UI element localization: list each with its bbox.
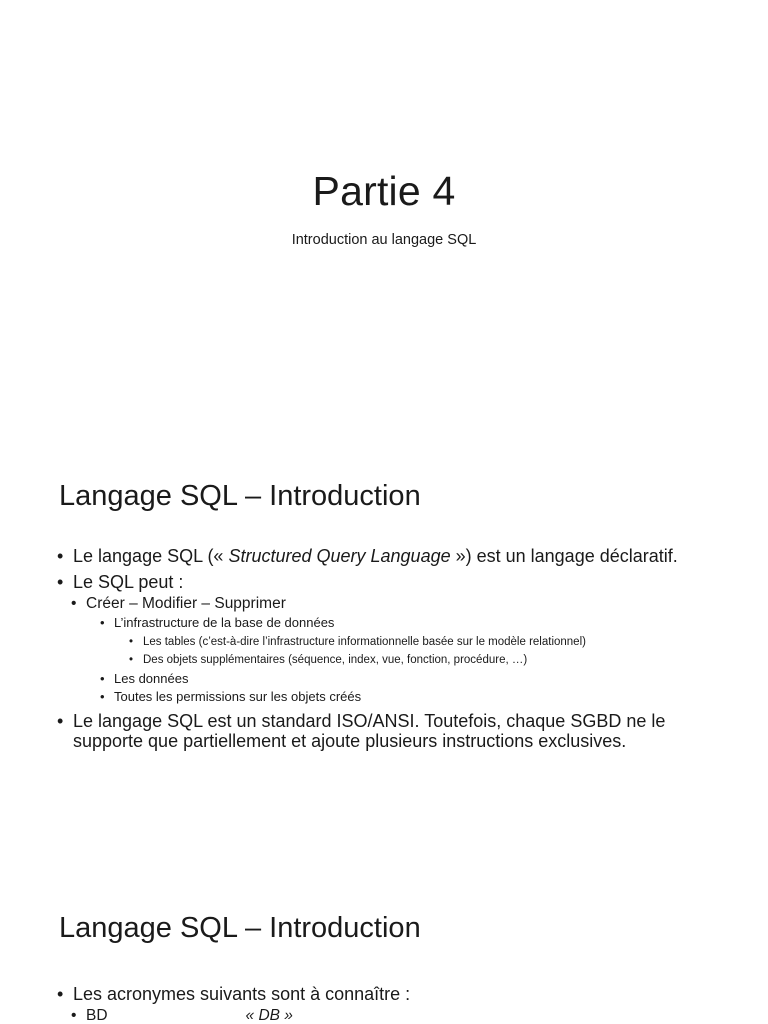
bullet-icon: • [57,984,64,1004]
presentation-title: Partie 4 [312,168,456,214]
level4-bullet-text: Des objets supplémentaires (séquence, index, vue, fonction, procédure, …) [143,654,528,666]
presentation-subtitle: Introduction au langage SQL [291,232,477,248]
sub-bullet-text: Créer – Modifier – Supprimer [86,595,286,612]
bullet-text-italic: Structured Query Language [228,546,451,566]
bullet-item [57,711,707,751]
bullet-item [57,572,707,592]
bullet-list [57,984,707,1024]
bullet-icon: • [71,1007,77,1024]
bullet-icon: • [129,654,134,666]
sub-sub-bullet-text: L’infrastructure de la base de données [114,615,335,630]
sub-sub-bullet-item [57,614,707,633]
bullet-icon: • [57,546,64,566]
bullet-list [57,546,707,757]
slide-sql-introduction-1 [0,432,768,864]
level4-bullet-item [57,633,707,652]
bullet-icon: • [129,635,134,648]
bullet-icon: • [57,710,64,731]
sub-sub-bullet-item [57,670,707,689]
sub-sub-bullet-text: Les données [114,670,189,686]
sub-sub-bullet-text: Toutes les permissions sur les objets créés [114,689,362,704]
bullet-text: Le langage SQL (« Structured Query Language ») est un langage déclaratif. [73,546,678,566]
sub-bullet-item [57,594,707,614]
slide-heading: Langage SQL – Introduction [59,480,421,512]
bullet-item [57,546,707,566]
slide-heading: Langage SQL – Introduction [59,912,421,944]
bullet-text: Le langage SQL est un standard ISO/ANSI. Toutefois, chaque SGBD ne le supporte que partiellement et ajoute plusieurs instructions exclusives. [73,710,666,751]
level4-bullet-text: Les tables (c’est-à-dire l’infrastructure informationnelle basée sur le modèle relationnel) [143,635,586,648]
bullet-icon: • [100,689,105,704]
bullet-icon: • [71,595,77,612]
bullet-text: Les acronymes suivants sont à connaître : [73,984,411,1004]
level4-bullet-item [57,651,707,670]
slide-title-page [0,0,768,432]
sub-sub-bullet-item [57,688,707,707]
acronym-label: BD [86,1007,108,1024]
bullet-item [57,984,707,1004]
bullet-icon: • [100,615,105,630]
bullet-icon: • [57,572,64,592]
acronym-value: « DB » [245,1007,293,1024]
slide-sql-introduction-2 [0,864,768,1024]
bullet-text: Le SQL peut : [73,572,184,592]
sub-bullet-item [57,1006,707,1024]
bullet-icon: • [100,670,105,686]
